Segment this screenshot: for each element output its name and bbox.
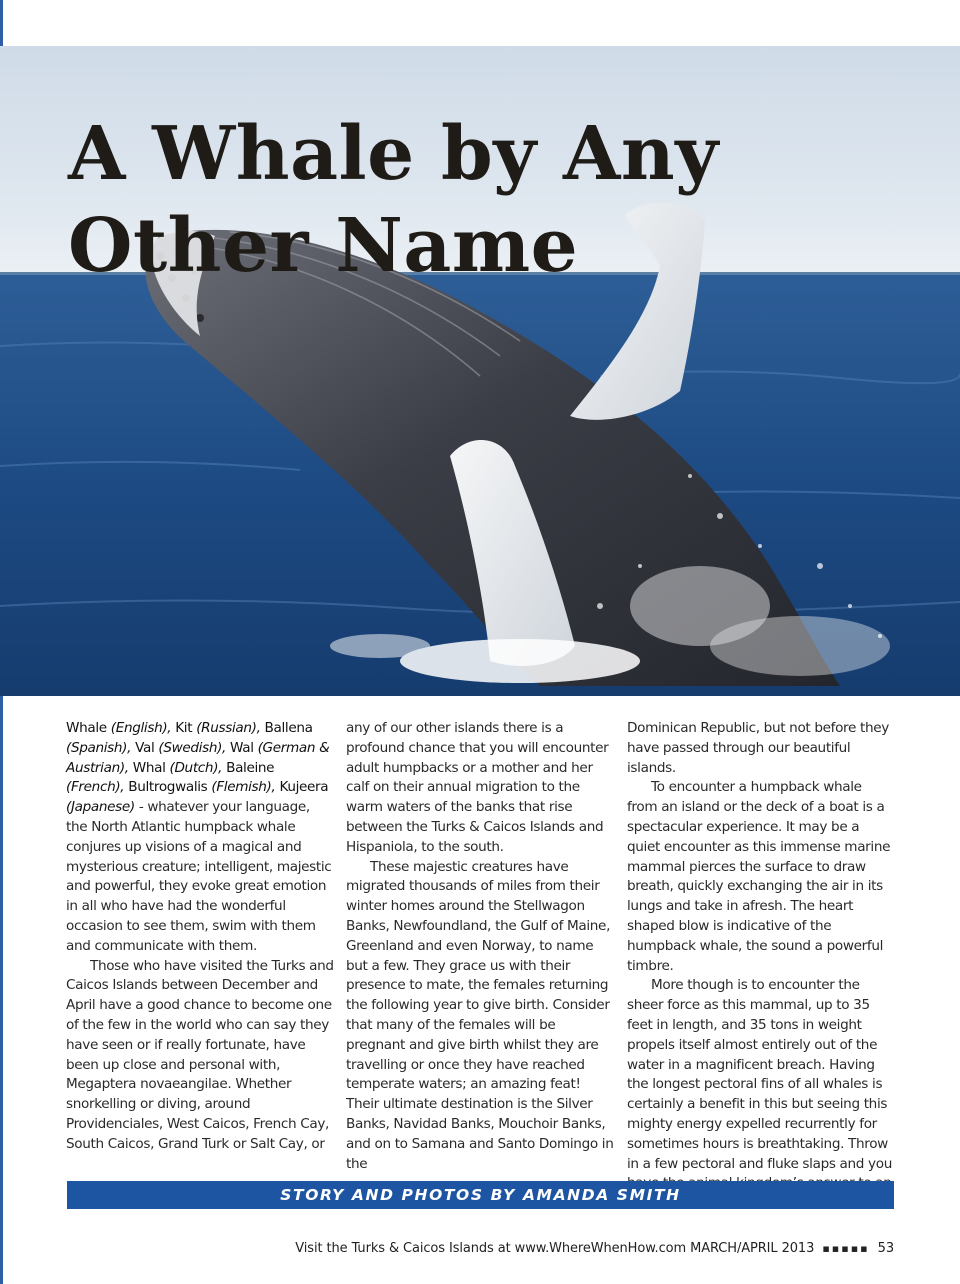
name-val: Val bbox=[131, 739, 155, 756]
lang-russian: (Russian), bbox=[192, 720, 261, 736]
body-column-3 bbox=[627, 719, 895, 1194]
article-title-line-1: A Whale by Any bbox=[68, 111, 719, 197]
name-ballena: Ballena bbox=[260, 720, 313, 736]
paragraph-intro bbox=[66, 719, 334, 957]
name-kit: Kit bbox=[171, 720, 193, 736]
page-footer bbox=[295, 1239, 894, 1259]
footer-dots: ▪▪▪▪▪ bbox=[822, 1242, 870, 1255]
body-column-1 bbox=[66, 719, 334, 1155]
paragraph-visitors-continued: any of our other islands there is a profound chance that you will encounter adult humpbacks or a mother and her calf on their annual migration to the warm waters of the banks that rise between the Turks & Caicos Islands and Hispaniola, to the south. bbox=[346, 720, 609, 855]
byline-bar: STORY AND PHOTOS BY AMANDA SMITH bbox=[67, 1181, 894, 1209]
lang-spanish: (Spanish), bbox=[66, 739, 132, 756]
name-whal: Whal bbox=[128, 759, 166, 776]
page-number: 53 bbox=[877, 1241, 894, 1256]
lang-german: (German & Austrian), bbox=[66, 739, 330, 776]
lang-japanese: (Japanese) bbox=[66, 799, 135, 816]
name-wal: Wal bbox=[226, 739, 254, 756]
lang-swedish: (Swedish), bbox=[154, 739, 227, 756]
lang-english: (English), bbox=[106, 720, 172, 736]
intro-text: - whatever your language, the North Atlantic humpback whale conjures up visions of a magical and mysterious creature; intelligent, majestic and powerful, they evoke great emotion in all who have had the wonderful occasion to see them, swim with them and communicate with them. bbox=[66, 799, 332, 954]
footer-visit-text: Visit the Turks & Caicos Islands at www.WhereWhenHow.com bbox=[295, 1241, 687, 1256]
body-column-2 bbox=[346, 719, 614, 1174]
name-bultrogwalis: Bultrogwalis bbox=[124, 779, 208, 796]
lang-flemish: (Flemish), bbox=[207, 779, 276, 796]
paragraph-migration: These majestic creatures have migrated thousands of miles from their winter homes around the Stellwagon Banks, Newfoundland, the Gulf of Maine, Greenland and even Norway, to name but a few. They grace us with their presence to mate, the females returning the following year to give birth. Consider that many of the females will be pregnant and give birth whilst they are travelling or once they have reached temperate waters; an amazing feat! Their ultimate destination is the Silver Banks, Navidad Banks, Mouchoir Banks, and on to Samana and Santo Domingo in the bbox=[346, 858, 614, 1172]
name-baleine: Baleine bbox=[222, 759, 275, 776]
article-title bbox=[68, 108, 719, 292]
paragraph-breach: More though is to encounter the sheer force as this mammal, up to 35 feet in length, and 35 tons in weight propels itself almost entirely out of the water in a magnificent breach. Having the longest pectoral fins of all whales is certainly a benefit in this but seeing this mighty energy expelled recurrently for sometimes hours is breathtaking. Throw in a few pectoral and fluke slaps and you bbox=[627, 977, 892, 1172]
article-title-line-2: Other Name bbox=[68, 203, 579, 289]
lang-french: (French), bbox=[66, 779, 125, 796]
paragraph-encounter: To encounter a humpback whale from an island or the deck of a boat is a spectacular experience. It may be a quiet encounter as this immense marine mammal pierces the surface to draw breath, quickly exchanging the air in its lungs and take in afresh. The heart shaped blow is indicative of the humpback whale, the sound a powerful timbre. bbox=[627, 779, 891, 974]
footer-issue: MARCH/APRIL 2013 bbox=[690, 1241, 815, 1256]
whale-breach-photo bbox=[0, 46, 960, 696]
name-whale: Whale bbox=[66, 720, 107, 736]
paragraph-visitors: Those who have visited the Turks and Caicos Islands between December and April have a good chance to become one of the few in the world who can say they have seen or if really fortunate, have been up close and personal with, Megaptera novaeangilae. Whether snorkelling or diving, around Providenciales, West Caicos, French Cay, South Caicos, Grand Turk or Salt Cay, or bbox=[66, 957, 334, 1152]
paragraph-migration-continued: Dominican Republic, but not before they have passed through our beautiful islands. bbox=[627, 720, 889, 776]
lang-dutch: (Dutch), bbox=[165, 759, 223, 776]
name-kujeera: Kujeera bbox=[275, 779, 329, 796]
